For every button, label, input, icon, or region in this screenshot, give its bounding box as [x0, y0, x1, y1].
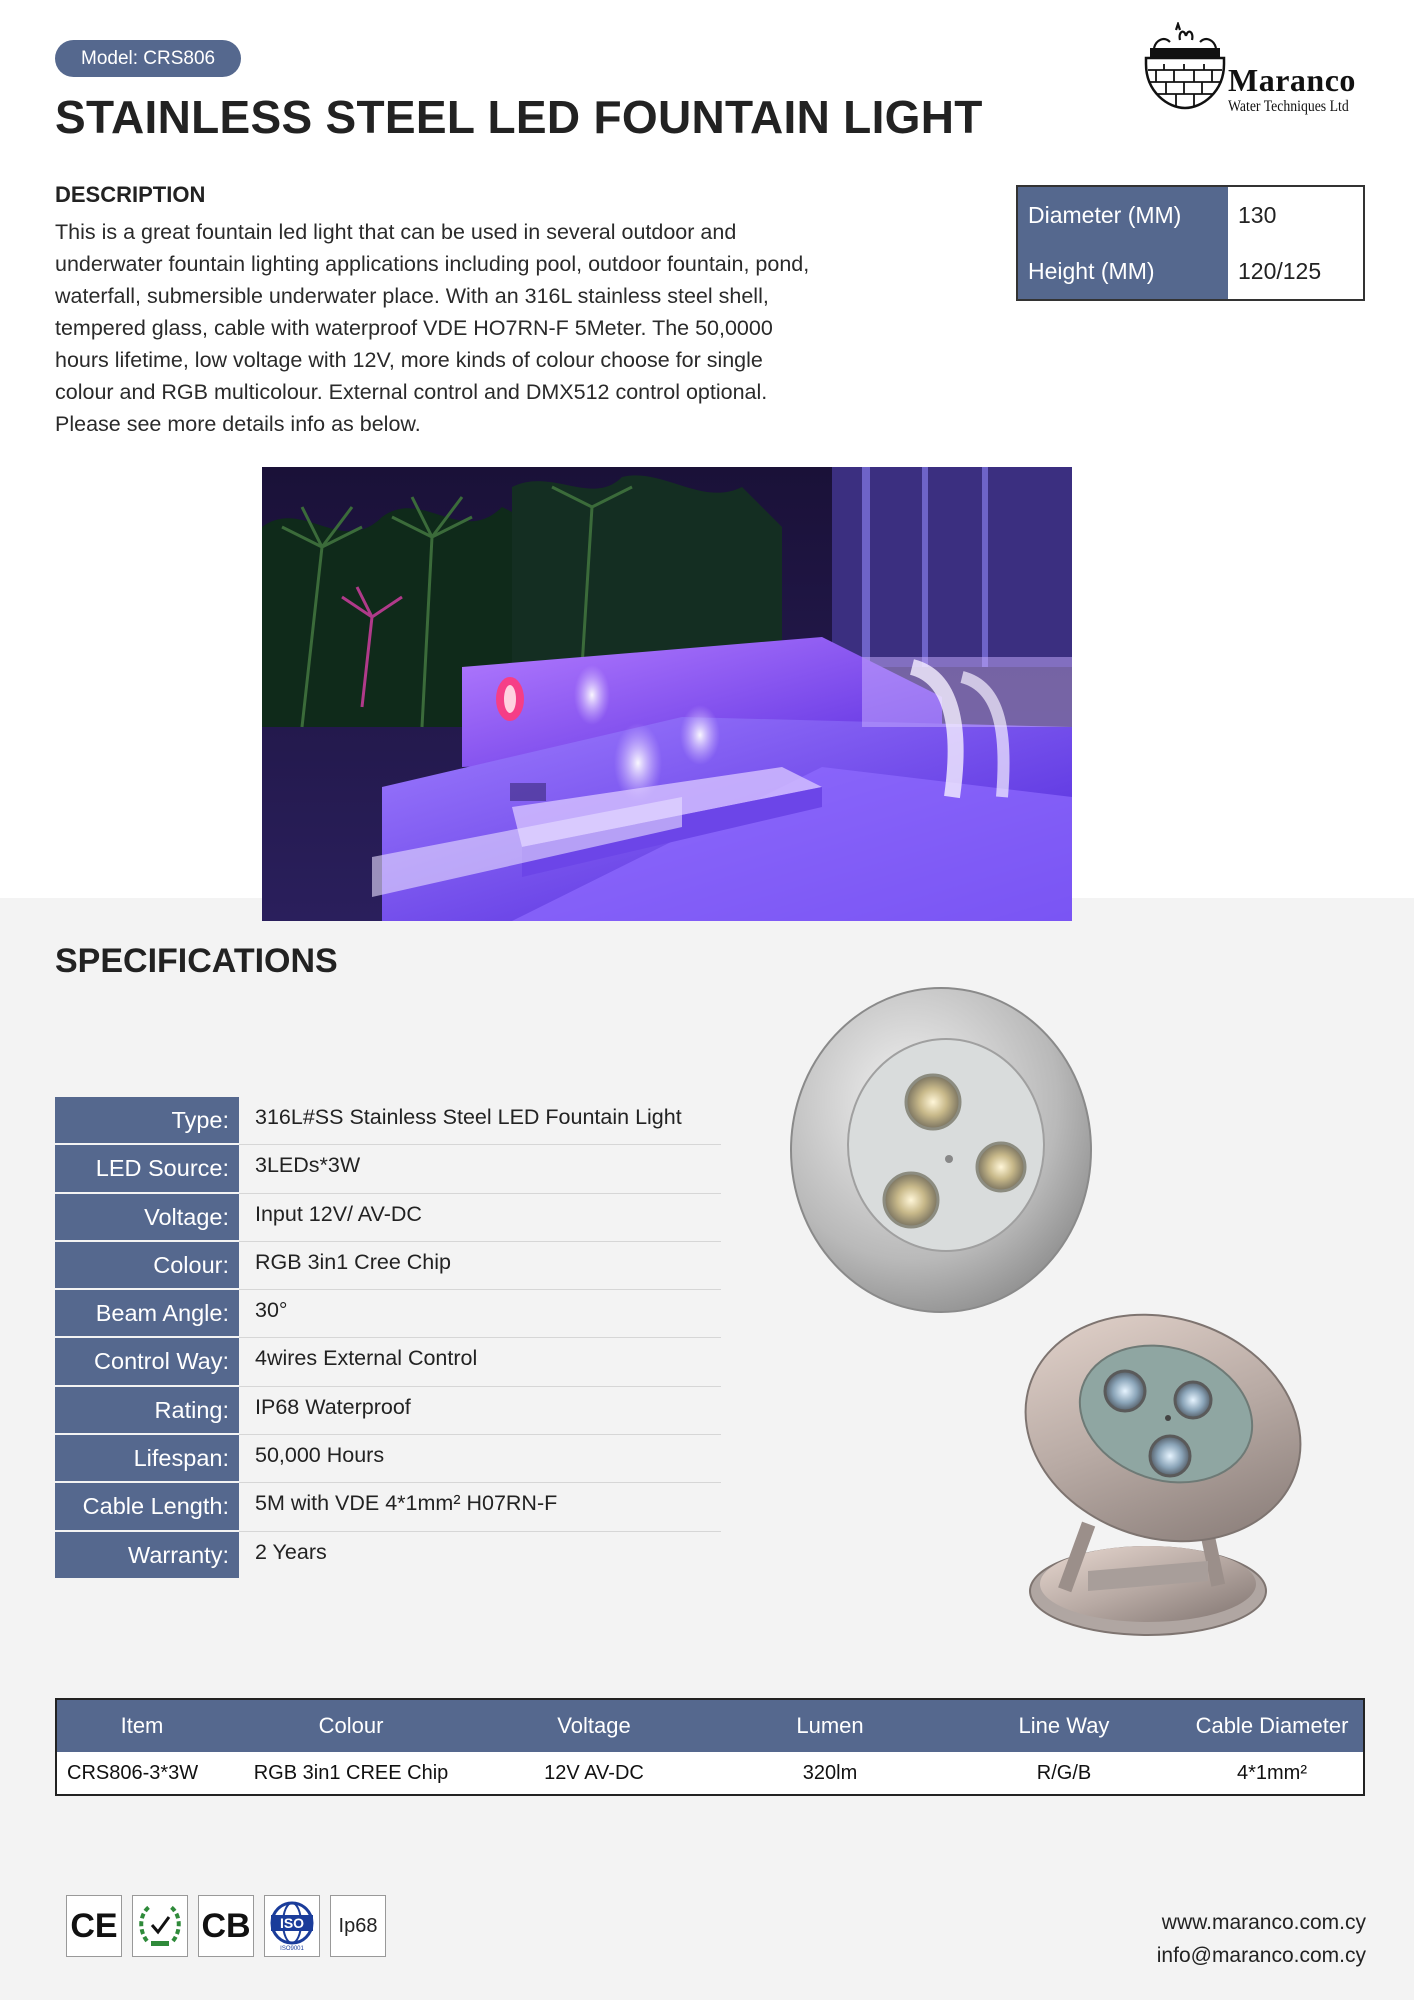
description-heading: DESCRIPTION: [55, 182, 206, 207]
column-header: Voltage: [557, 1713, 631, 1738]
product-photo-front: [786, 985, 1096, 1315]
dimension-value: 130: [1228, 187, 1363, 243]
spec-row: [55, 1145, 721, 1193]
maranco-logo: [1140, 22, 1376, 124]
spec-value: IP68 Waterproof: [239, 1387, 721, 1435]
spec-label: Cable Length:: [55, 1483, 239, 1531]
spec-label: Lifespan:: [55, 1435, 239, 1483]
page-title: STAINLESS STEEL LED FOUNTAIN LIGHT: [55, 91, 983, 143]
cb-mark-icon: CB: [198, 1895, 254, 1957]
spec-value: RGB 3in1 Cree Chip: [239, 1242, 721, 1290]
column-header: Item: [120, 1713, 164, 1738]
spec-label: Type:: [55, 1097, 239, 1145]
table-row: [57, 1752, 1363, 1794]
description-body: [55, 216, 885, 440]
email-link[interactable]: info@maranco.com.cy: [1156, 1944, 1366, 1967]
spec-value: 5M with VDE 4*1mm² H07RN-F: [239, 1483, 721, 1531]
spec-value: 30°: [239, 1290, 721, 1338]
logo-subtitle: Water Techniques Ltd: [1228, 98, 1349, 115]
table-cell: RGB 3in1 CREE Chip: [253, 1761, 449, 1784]
table-cell: R/G/B: [1036, 1761, 1092, 1784]
description-line: waterfall, submersible underwater place. With an 316L stainless steel shell,: [55, 284, 769, 308]
spec-value: 4wires External Control: [239, 1338, 721, 1386]
spec-label: Control Way:: [55, 1338, 239, 1386]
description-line: Please see more details info as below.: [55, 412, 421, 436]
spec-label: Colour:: [55, 1242, 239, 1290]
description-line: tempered glass, cable with waterproof VDE HO7RN-F 5Meter. The 50,0000: [55, 316, 773, 340]
iso-globe-icon: [264, 1895, 320, 1957]
table-cell: 320lm: [802, 1761, 858, 1784]
column-header: Line Way: [1018, 1713, 1110, 1738]
certification-badges: [66, 1895, 386, 1957]
spec-row: [55, 1387, 721, 1435]
spec-value: Input 12V/ AV-DC: [239, 1194, 721, 1242]
contact-info: [1157, 1906, 1366, 1972]
svg-text:ISO: ISO: [279, 1915, 305, 1931]
spec-row: [55, 1435, 721, 1483]
specifications-table: [55, 1097, 721, 1580]
description-line: This is a great fountain led light that can be used in several outdoor and: [55, 220, 737, 244]
spec-row: [55, 1338, 721, 1386]
table-cell: 12V AV-DC: [544, 1761, 644, 1784]
dimension-row: [1018, 243, 1363, 299]
spec-label: Warranty:: [55, 1532, 239, 1580]
description-line: underwater fountain lighting applications including pool, outdoor fountain, pond,: [55, 252, 810, 276]
dimension-label: Height (MM): [1018, 243, 1228, 299]
spec-label: Rating:: [55, 1387, 239, 1435]
column-header: Lumen: [796, 1713, 864, 1738]
spec-label: Voltage:: [55, 1194, 239, 1242]
spec-value: 3LEDs*3W: [239, 1145, 721, 1193]
dimension-label: Diameter (MM): [1018, 187, 1228, 243]
table-cell: 4*1mm²: [1236, 1761, 1307, 1784]
ce-mark-icon: CE: [66, 1895, 122, 1957]
spec-row: [55, 1194, 721, 1242]
spec-row: [55, 1290, 721, 1338]
spec-label: LED Source:: [55, 1145, 239, 1193]
spec-value: 316L#SS Stainless Steel LED Fountain Light: [239, 1097, 721, 1145]
product-photo-bracket: [1008, 1306, 1318, 1646]
logo-name: Maranco: [1228, 62, 1356, 98]
description-line: hours lifetime, low voltage with 12V, more kinds of colour choose for single: [55, 348, 763, 372]
rohs-laurel-icon: [132, 1895, 188, 1957]
dimension-value: 120/125: [1228, 243, 1363, 299]
fountain-wall-icon: [1140, 22, 1230, 112]
spec-row: [55, 1242, 721, 1290]
spec-row: [55, 1483, 721, 1531]
fountain-scene-photo: [262, 467, 1072, 921]
description-line: colour and RGB multicolour. External control and DMX512 control optional.: [55, 380, 768, 404]
spec-row: [55, 1097, 721, 1145]
dimension-row: [1018, 187, 1363, 243]
product-table: [55, 1698, 1365, 1796]
spec-label: Beam Angle:: [55, 1290, 239, 1338]
svg-text:ISO9001: ISO9001: [280, 1946, 304, 1952]
model-badge: Model: CRS806: [55, 40, 241, 77]
column-header: Colour: [318, 1713, 384, 1738]
spec-value: 2 Years: [255, 1539, 327, 1564]
ip68-badge-icon: Ip68: [330, 1895, 386, 1957]
product-table-header: [57, 1700, 1363, 1752]
column-header: Cable Diameter: [1195, 1713, 1349, 1738]
website-link[interactable]: www.maranco.com.cy: [1161, 1911, 1366, 1934]
table-cell: CRS806-3*3W: [67, 1761, 199, 1784]
spec-row: [55, 1532, 721, 1580]
specifications-heading: SPECIFICATIONS: [55, 942, 338, 980]
dimensions-table: [1016, 185, 1365, 301]
spec-value: 50,000 Hours: [239, 1435, 721, 1483]
